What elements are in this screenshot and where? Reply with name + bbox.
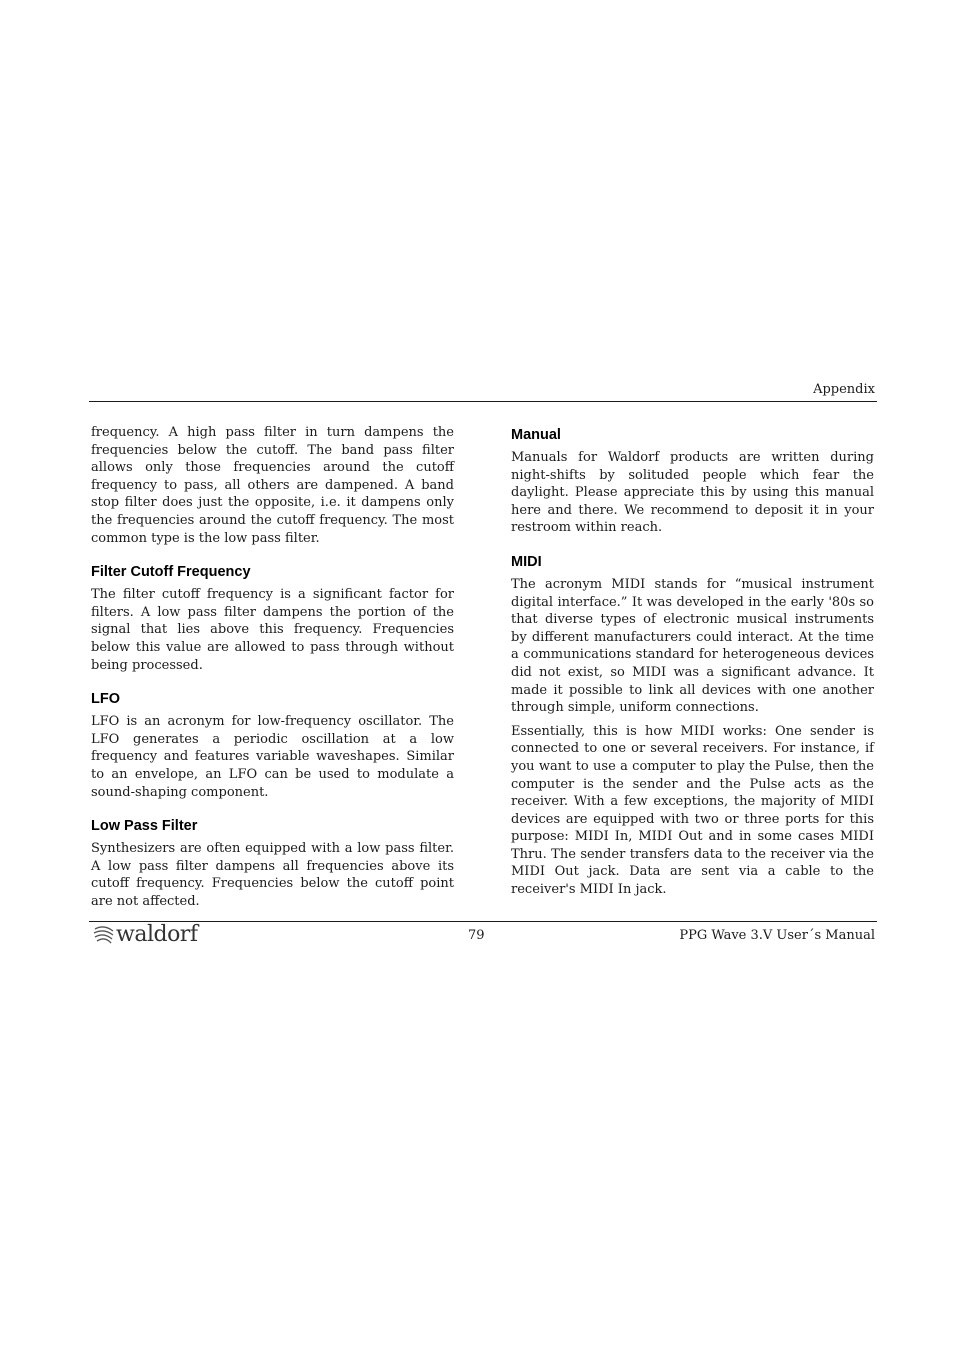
intro-paragraph: frequency. A high pass filter in turn dampens the frequencies below the cutoff. The band pass filter allows only those frequencies around the cutoff frequency to pass, all others are dampened. A band stop filter does just the opposite, i.e. it dampens only the frequencies around the cutoff frequency. The most common type is the low pass filter.	[91, 425, 454, 546]
waldorf-swoosh-icon	[93, 925, 115, 945]
logo-wordmark: waldorf	[116, 922, 198, 947]
section-heading-low-pass-filter: Low Pass Filter	[91, 818, 198, 835]
right-column	[511, 424, 874, 905]
waldorf-logo	[93, 924, 197, 946]
left-column	[91, 424, 454, 916]
page-number: 79	[468, 928, 485, 943]
manual-title: PPG Wave 3.V User´s Manual	[679, 928, 875, 943]
header-rule	[89, 401, 877, 402]
section-body-midi-1: The acronym MIDI stands for “musical instrument digital interface.” It was developed in the early '80s so that diverse types of electronic musical instruments by different manufacturers could interact. At the time a communications standard for heterogeneous devices did not exist, so MIDI was a significant advance. It made it possible to link all devices with one another through simple, uniform connections.	[511, 576, 874, 716]
section-body-lfo: LFO is an acronym for low-frequency oscillator. The LFO generates a periodic oscillation at a low frequency and features variable waveshapes. Similar to an envelope, an LFO can be used to modulate a sound-shaping component.	[91, 714, 454, 800]
footer-rule	[89, 921, 877, 922]
section-heading-manual: Manual	[511, 427, 561, 443]
section-heading-filter-cutoff-frequency: Filter Cutoff Frequency	[91, 564, 251, 581]
page-footer	[89, 924, 877, 948]
section-body-midi-2: Essentially, this is how MIDI works: One sender is connected to one or several receivers. For instance, if you want to use a computer to play the Pulse, then the computer is the sender and the Pulse acts as the receiver. With a few exceptions, the majority of MIDI devices are equipped with two or three ports for this purpose: MIDI In, MIDI Out and in some cases MIDI Thru. The sender transfers data to the receiver via the MIDI Out jack. Data are sent via a cable to the receiver's MIDI In jack.	[511, 723, 874, 898]
section-body-low-pass-filter: Synthesizers are often equipped with a low pass filter. A low pass filter dampens all frequencies above its cutoff frequency. Frequencies below the cutoff point are not affected.	[91, 841, 454, 909]
section-heading-midi: MIDI	[511, 553, 542, 570]
running-header: Appendix	[813, 382, 875, 397]
section-body-filter-cutoff-frequency: The filter cutoff frequency is a significant factor for filters. A low pass filter dampens the portion of the signal that lies above this frequency. Frequencies below this value are allowed to pass through without being processed.	[91, 587, 454, 673]
section-heading-lfo: LFO	[91, 691, 120, 708]
section-body-manual: Manuals for Waldorf products are written during night-shifts by solituded people which fear the daylight. Please appreciate this by using this manual here and there. We recommend to deposit it in your restroom within reach.	[511, 450, 874, 536]
